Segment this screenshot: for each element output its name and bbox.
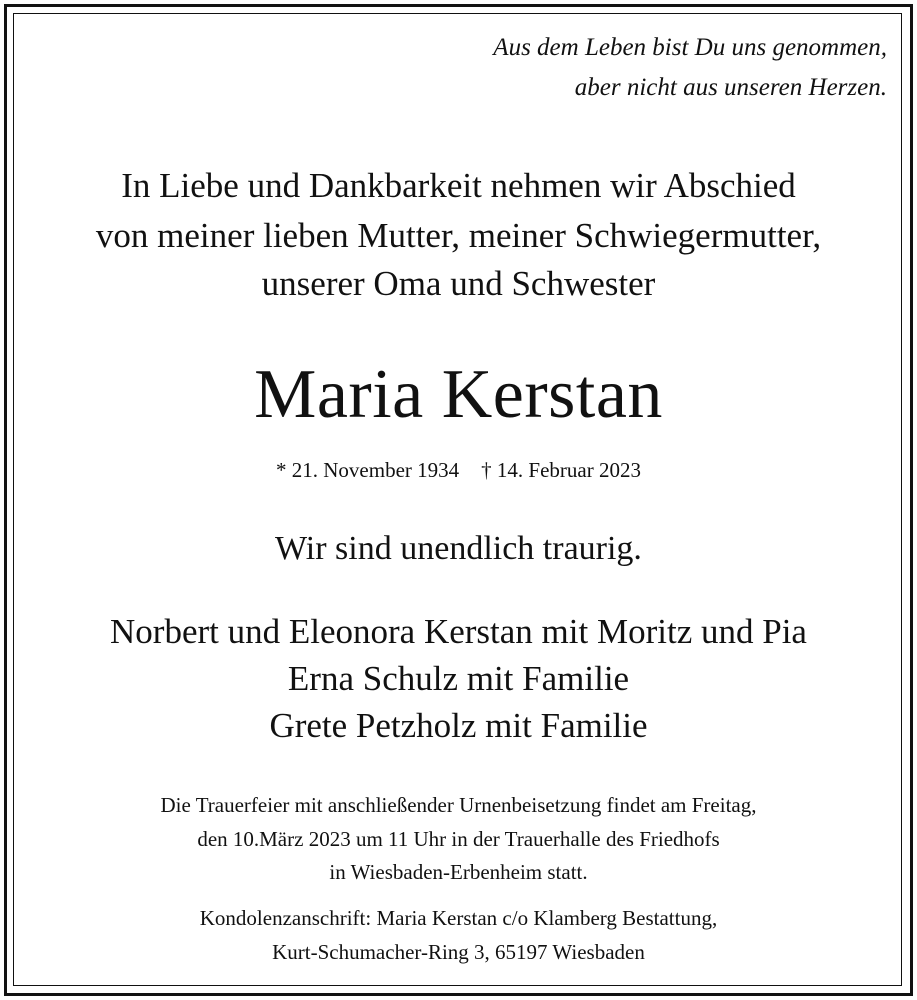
condolence-line-1: Kondolenzanschrift: Maria Kerstan c/o Klamberg Bestattung, — [199, 906, 718, 930]
intro-line-1: In Liebe und Dankbarkeit nehmen wir Abschied — [121, 166, 796, 205]
mourner-line-3: Grete Petzholz mit Familie — [269, 706, 648, 745]
motto-line-1: Aus dem Leben bist Du uns genommen, — [493, 34, 887, 61]
ceremony-line-2: den 10.März 2023 um 11 Uhr in der Trauerhalle des Friedhofs — [197, 827, 720, 851]
death-date: † 14. Februar 2023 — [481, 458, 641, 482]
intro-line-3: unserer Oma und Schwester — [261, 264, 656, 303]
mourner-line-1: Norbert und Eleonora Kerstan mit Moritz und Pia — [110, 612, 807, 651]
intro-line-2: von meiner lieben Mutter, meiner Schwiegermutter, — [95, 216, 822, 255]
condolence-line-2: Kurt-Schumacher-Ring 3, 65197 Wiesbaden — [272, 940, 645, 964]
deceased-name: Maria Kerstan — [254, 356, 663, 433]
ceremony-line-3: in Wiesbaden-Erbenheim statt. — [329, 860, 588, 884]
life-dates — [0, 458, 917, 483]
birth-date: * 21. November 1934 — [276, 458, 460, 482]
mourner-line-2: Erna Schulz mit Familie — [287, 659, 630, 698]
ceremony-line-1: Die Trauerfeier mit anschließender Urnenbeisetzung findet am Freitag, — [160, 793, 757, 817]
grief-statement: Wir sind unendlich traurig. — [275, 530, 642, 567]
motto-line-2: aber nicht aus unseren Herzen. — [574, 74, 887, 101]
